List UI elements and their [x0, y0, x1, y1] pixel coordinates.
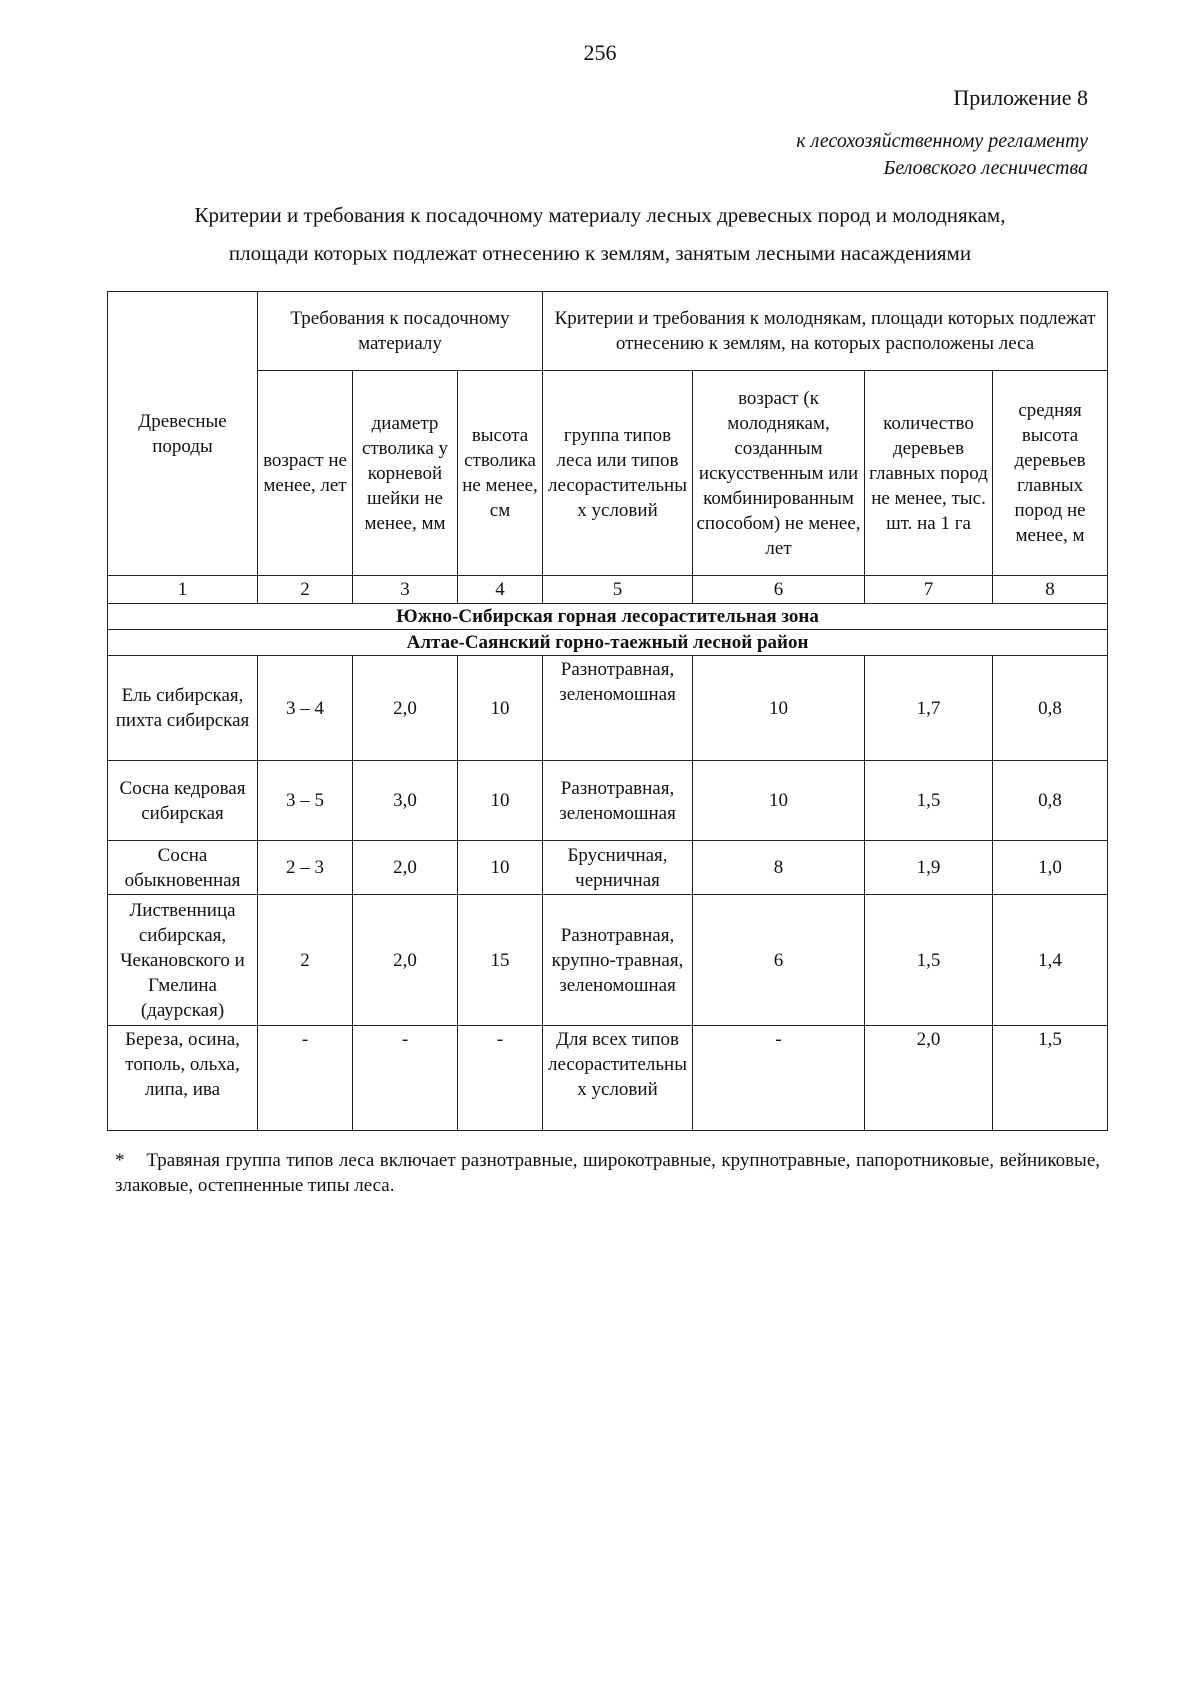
cell-forest-group: Брусничная, черничная — [543, 841, 693, 895]
criteria-table — [107, 291, 1108, 1131]
cell-avg-height: 1,4 — [993, 895, 1108, 1026]
column-number: 5 — [543, 576, 693, 604]
cell-diameter: - — [353, 1026, 458, 1131]
header-row-groups — [108, 292, 1108, 371]
cell-tree-count: 1,9 — [865, 841, 993, 895]
cell-species: Сосна кедровая сибирская — [108, 761, 258, 841]
header-young-age: возраст (к молоднякам, созданным искусственным или комбинированным способом) не менее, лет — [693, 371, 865, 576]
cell-height: 10 — [458, 761, 543, 841]
footnote-text: Травяная группа типов леса включает разнотравные, широкотравные, крупнотравные, папоротниковые, вейниковые, злаковые, остепненные типы леса. — [115, 1150, 1101, 1196]
table-row — [108, 895, 1108, 1026]
table-row — [108, 656, 1108, 761]
cell-age: 2 – 3 — [258, 841, 353, 895]
cell-tree-count: 1,5 — [865, 895, 993, 1026]
appendix-subtitle — [796, 128, 1088, 182]
cell-young-age: 10 — [693, 656, 865, 761]
cell-avg-height: 1,0 — [993, 841, 1108, 895]
cell-young-age: - — [693, 1026, 865, 1131]
column-number: 6 — [693, 576, 865, 604]
cell-species: Лиственница сибирская, Чекановского и Гмелина (даурская) — [108, 895, 258, 1026]
header-height: высота стволика не менее, см — [458, 371, 543, 576]
cell-age: 3 – 5 — [258, 761, 353, 841]
header-row-columns — [108, 371, 1108, 576]
table-row — [108, 1026, 1108, 1131]
header-avg-height: средняя высота деревьев главных пород не менее, м — [993, 371, 1108, 576]
footnote-marker: * — [115, 1150, 125, 1171]
document-heading — [100, 196, 1100, 272]
district-title: Алтае-Саянский горно-таежный лесной район — [108, 630, 1108, 656]
cell-tree-count: 1,5 — [865, 761, 993, 841]
column-number: 1 — [108, 576, 258, 604]
cell-age: 2 — [258, 895, 353, 1026]
district-row — [108, 630, 1108, 656]
cell-height: - — [458, 1026, 543, 1131]
column-number: 7 — [865, 576, 993, 604]
header-young-stand-criteria: Критерии и требования к молоднякам, площади которых подлежат отнесению к землям, на которых расположены леса — [543, 292, 1108, 371]
zone-row — [108, 604, 1108, 630]
cell-diameter: 2,0 — [353, 841, 458, 895]
cell-diameter: 3,0 — [353, 761, 458, 841]
page-number: 256 — [583, 40, 617, 65]
cell-height: 15 — [458, 895, 543, 1026]
cell-forest-group: Разнотравная, крупно-травная, зеленомошная — [543, 895, 693, 1026]
table-row — [108, 841, 1108, 895]
appendix-subtitle-line1: к лесохозяйственному регламенту — [796, 130, 1088, 152]
cell-species: Береза, осина, тополь, ольха, липа, ива — [108, 1026, 258, 1131]
column-number: 2 — [258, 576, 353, 604]
table-row — [108, 761, 1108, 841]
document-heading-line1: Критерии и требования к посадочному материалу лесных древесных пород и молоднякам, — [194, 203, 1006, 227]
appendix-title: Приложение 8 — [953, 85, 1088, 110]
header-species: Древесные породы — [108, 292, 258, 576]
column-number-row — [108, 576, 1108, 604]
header-age: возраст не менее, лет — [258, 371, 353, 576]
cell-tree-count: 2,0 — [865, 1026, 993, 1131]
cell-diameter: 2,0 — [353, 656, 458, 761]
cell-species: Сосна обыкновенная — [108, 841, 258, 895]
cell-avg-height: 1,5 — [993, 1026, 1108, 1131]
cell-young-age: 10 — [693, 761, 865, 841]
column-number: 3 — [353, 576, 458, 604]
column-number: 4 — [458, 576, 543, 604]
header-tree-count: количество деревьев главных пород не менее, тыс. шт. на 1 га — [865, 371, 993, 576]
zone-title: Южно-Сибирская горная лесорастительная зона — [108, 604, 1108, 630]
cell-forest-group: Разнотравная, зеленомошная — [543, 656, 693, 761]
cell-age: 3 – 4 — [258, 656, 353, 761]
cell-forest-group: Разнотравная, зеленомошная — [543, 761, 693, 841]
cell-species: Ель сибирская, пихта сибирская — [108, 656, 258, 761]
cell-diameter: 2,0 — [353, 895, 458, 1026]
header-forest-group: группа типов леса или типов лесорастительных условий — [543, 371, 693, 576]
cell-young-age: 8 — [693, 841, 865, 895]
footnote — [115, 1148, 1100, 1198]
cell-avg-height: 0,8 — [993, 656, 1108, 761]
cell-forest-group: Для всех типов лесорастительных условий — [543, 1026, 693, 1131]
cell-height: 10 — [458, 841, 543, 895]
cell-age: - — [258, 1026, 353, 1131]
cell-tree-count: 1,7 — [865, 656, 993, 761]
column-number: 8 — [993, 576, 1108, 604]
appendix-subtitle-line2: Беловского лесничества — [883, 157, 1088, 179]
cell-avg-height: 0,8 — [993, 761, 1108, 841]
cell-height: 10 — [458, 656, 543, 761]
header-planting-requirements: Требования к посадочному материалу — [258, 292, 543, 371]
header-diameter: диаметр стволика у корневой шейки не менее, мм — [353, 371, 458, 576]
document-heading-line2: площади которых подлежат отнесению к землям, занятым лесными насаждениями — [228, 241, 972, 265]
cell-young-age: 6 — [693, 895, 865, 1026]
